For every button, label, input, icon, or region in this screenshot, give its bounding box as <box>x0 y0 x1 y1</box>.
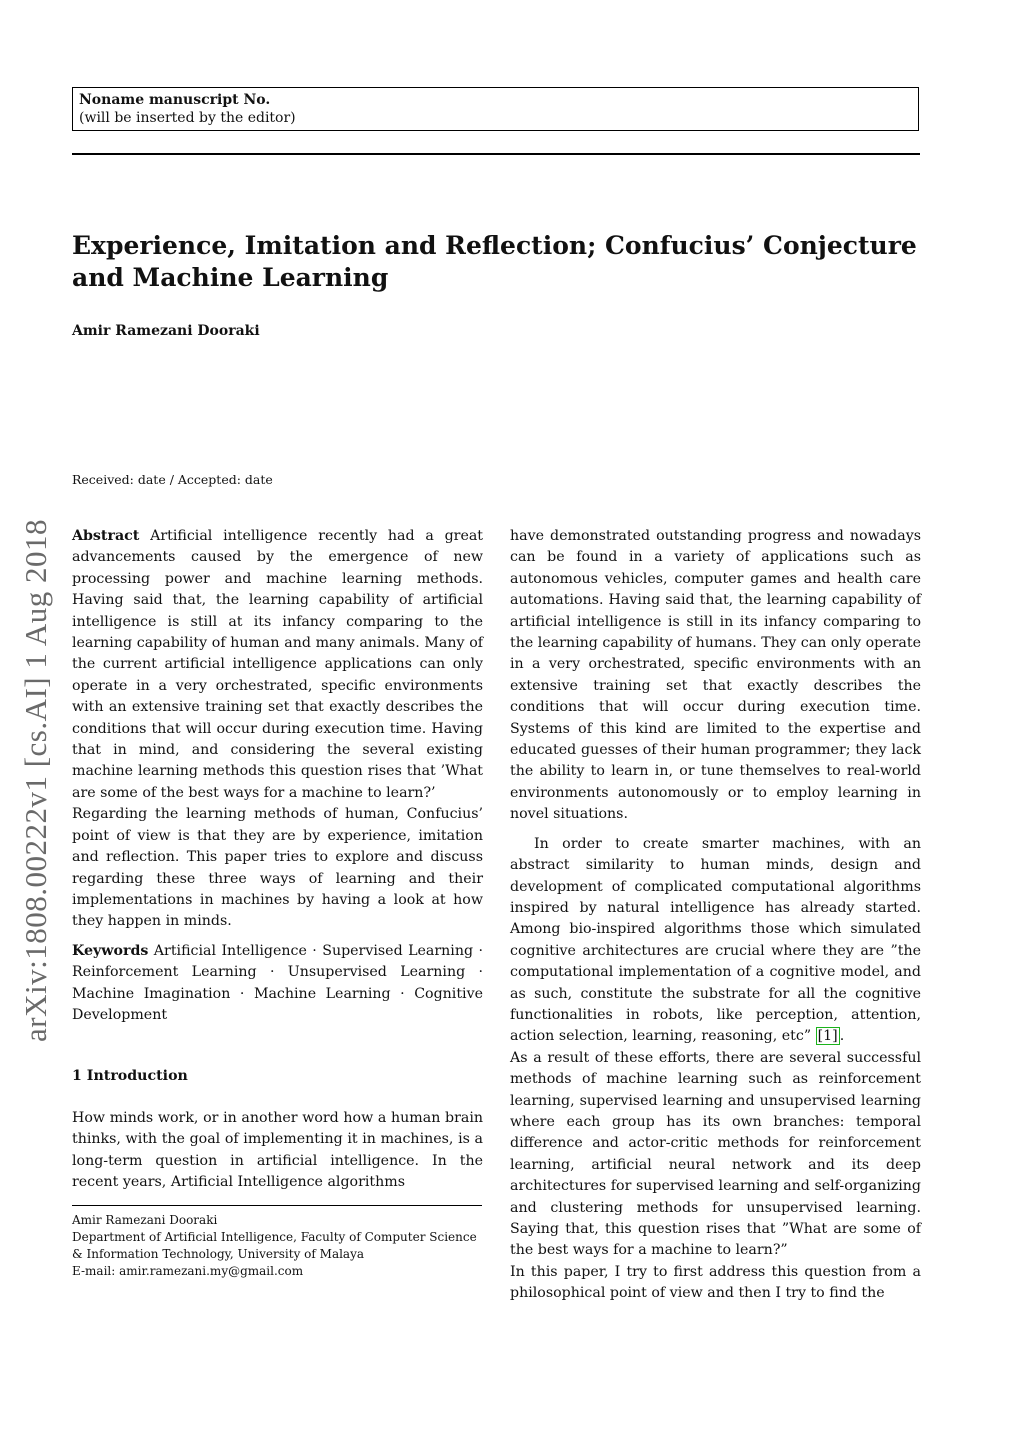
body-paragraph-2-end: . <box>839 1028 845 1045</box>
paper-title-line-1: Experience, Imitation and Reflection; Confucius’ Conjecture <box>72 231 917 260</box>
abstract-text: Artificial intelligence recently had a great advancements caused by the emergence of new processing power and machine learning methods. Having said that, the learning capability of artificial intelligence is still at its infancy comparing to the learning capability of human and many animals. Many of the current artificial intelligence applications can only operate in a very orchestrated, specific environments with an extensive training set that exactly describes the conditions that will occur during execution time. Having that in mind, and considering the several existing machine learning methods this question rises that ’What are some of the best ways for a machine to learn?’ <box>72 528 483 801</box>
author-name: Amir Ramezani Dooraki <box>72 323 260 339</box>
keywords-paragraph <box>72 941 483 1027</box>
keywords-text: Artificial Intelligence · Supervised Learning · Reinforcement Learning · Unsupervised Learning · Machine Imagination · Machine Learning · Cognitive Development <box>72 942 483 1023</box>
body-paragraph-1: have demonstrated outstanding progress and nowadays can be found in a variety of applications such as autonomous vehicles, computer games and health care automations. Having said that, the learning capability of artificial intelligence is still in its infancy comparing to the learning capability of humans. They can only operate in a very orchestrated, specific environments with an extensive training set that exactly describes the conditions that will occur during execution time. Systems of this kind are limited to the expertise and educated guesses of their human programmer; they lack the ability to learn in, or tune themselves to real-world environments autonomously or to employ learning in novel situations. <box>510 528 921 823</box>
paper-title <box>72 230 932 294</box>
editor-note: (will be inserted by the editor) <box>79 110 296 126</box>
header-rule <box>72 153 920 155</box>
body-paragraph-2 <box>510 834 921 1048</box>
body-paragraph-4: In this paper, I try to first address this question from a philosophical point of view and then I try to find the <box>510 1263 921 1302</box>
body-paragraph-3: As a result of these efforts, there are several successful methods of machine learning such as reinforcement learning, supervised learning and unsupervised learning where each group has its own branches: temporal difference and actor-critic methods for reinforcement learning, artificial neural network and its deep architectures for supervised learning and self-organizing and clustering methods for unsupervised learning. Saying that, this question rises that ”What are some of the best ways for a machine to learn?” <box>510 1049 921 1259</box>
body-paragraph-2-text: In order to create smarter machines, with an abstract similarity to human minds, design and development of complicated computational algorithms inspired by natural intelligence has already started. Among bio-inspired algorithms those which simulated cognitive architectures are crucial where they are ”the computational implementation of a cognitive model, and as such, constitute the substrate for all the cognitive functionalities in robots, like perception, attention, action selection, learning, reasoning, etc” <box>510 835 921 1045</box>
arxiv-side-stamp: arXiv:1808.00222v1 [cs.AI] 1 Aug 2018 <box>18 518 53 1042</box>
left-column <box>72 526 483 1280</box>
introduction-paragraph: How minds work, or in another word how a human brain thinks, with the goal of implementing it in machines, is a long-term question in artificial intelligence. In the recent years, Artificial Intelligence algorithms <box>72 1109 483 1190</box>
abstract-label: Abstract <box>72 528 140 544</box>
keywords-label: Keywords <box>72 942 149 959</box>
abstract-paragraph <box>72 526 483 804</box>
manuscript-number: Noname manuscript No. <box>79 92 271 108</box>
footnote-email: E-mail: amir.ramezani.my@gmail.com <box>72 1264 304 1279</box>
footnote-author: Amir Ramezani Dooraki <box>72 1213 218 1228</box>
footnote-department: Department of Artificial Intelligence, Faculty of Computer Science & Information Technology, University of Malaya <box>72 1230 477 1262</box>
footnote-rule <box>72 1205 482 1206</box>
received-accepted-dates: Received: date / Accepted: date <box>72 472 273 487</box>
section-heading-introduction: 1 Introduction <box>72 1068 188 1085</box>
manuscript-header-box <box>72 87 919 131</box>
citation-link[interactable]: [1] <box>817 1028 838 1045</box>
abstract-paragraph-2: Regarding the learning methods of human, Confucius’ point of view is that they are by experience, imitation and reflection. This paper tries to explore and discuss regarding these three ways of learning and their implementations in machines by having a look at how they happen in minds. <box>72 806 483 930</box>
right-column <box>510 526 921 1305</box>
paper-title-line-2: and Machine Learning <box>72 263 389 292</box>
author-affiliation-footnote <box>72 1212 483 1280</box>
